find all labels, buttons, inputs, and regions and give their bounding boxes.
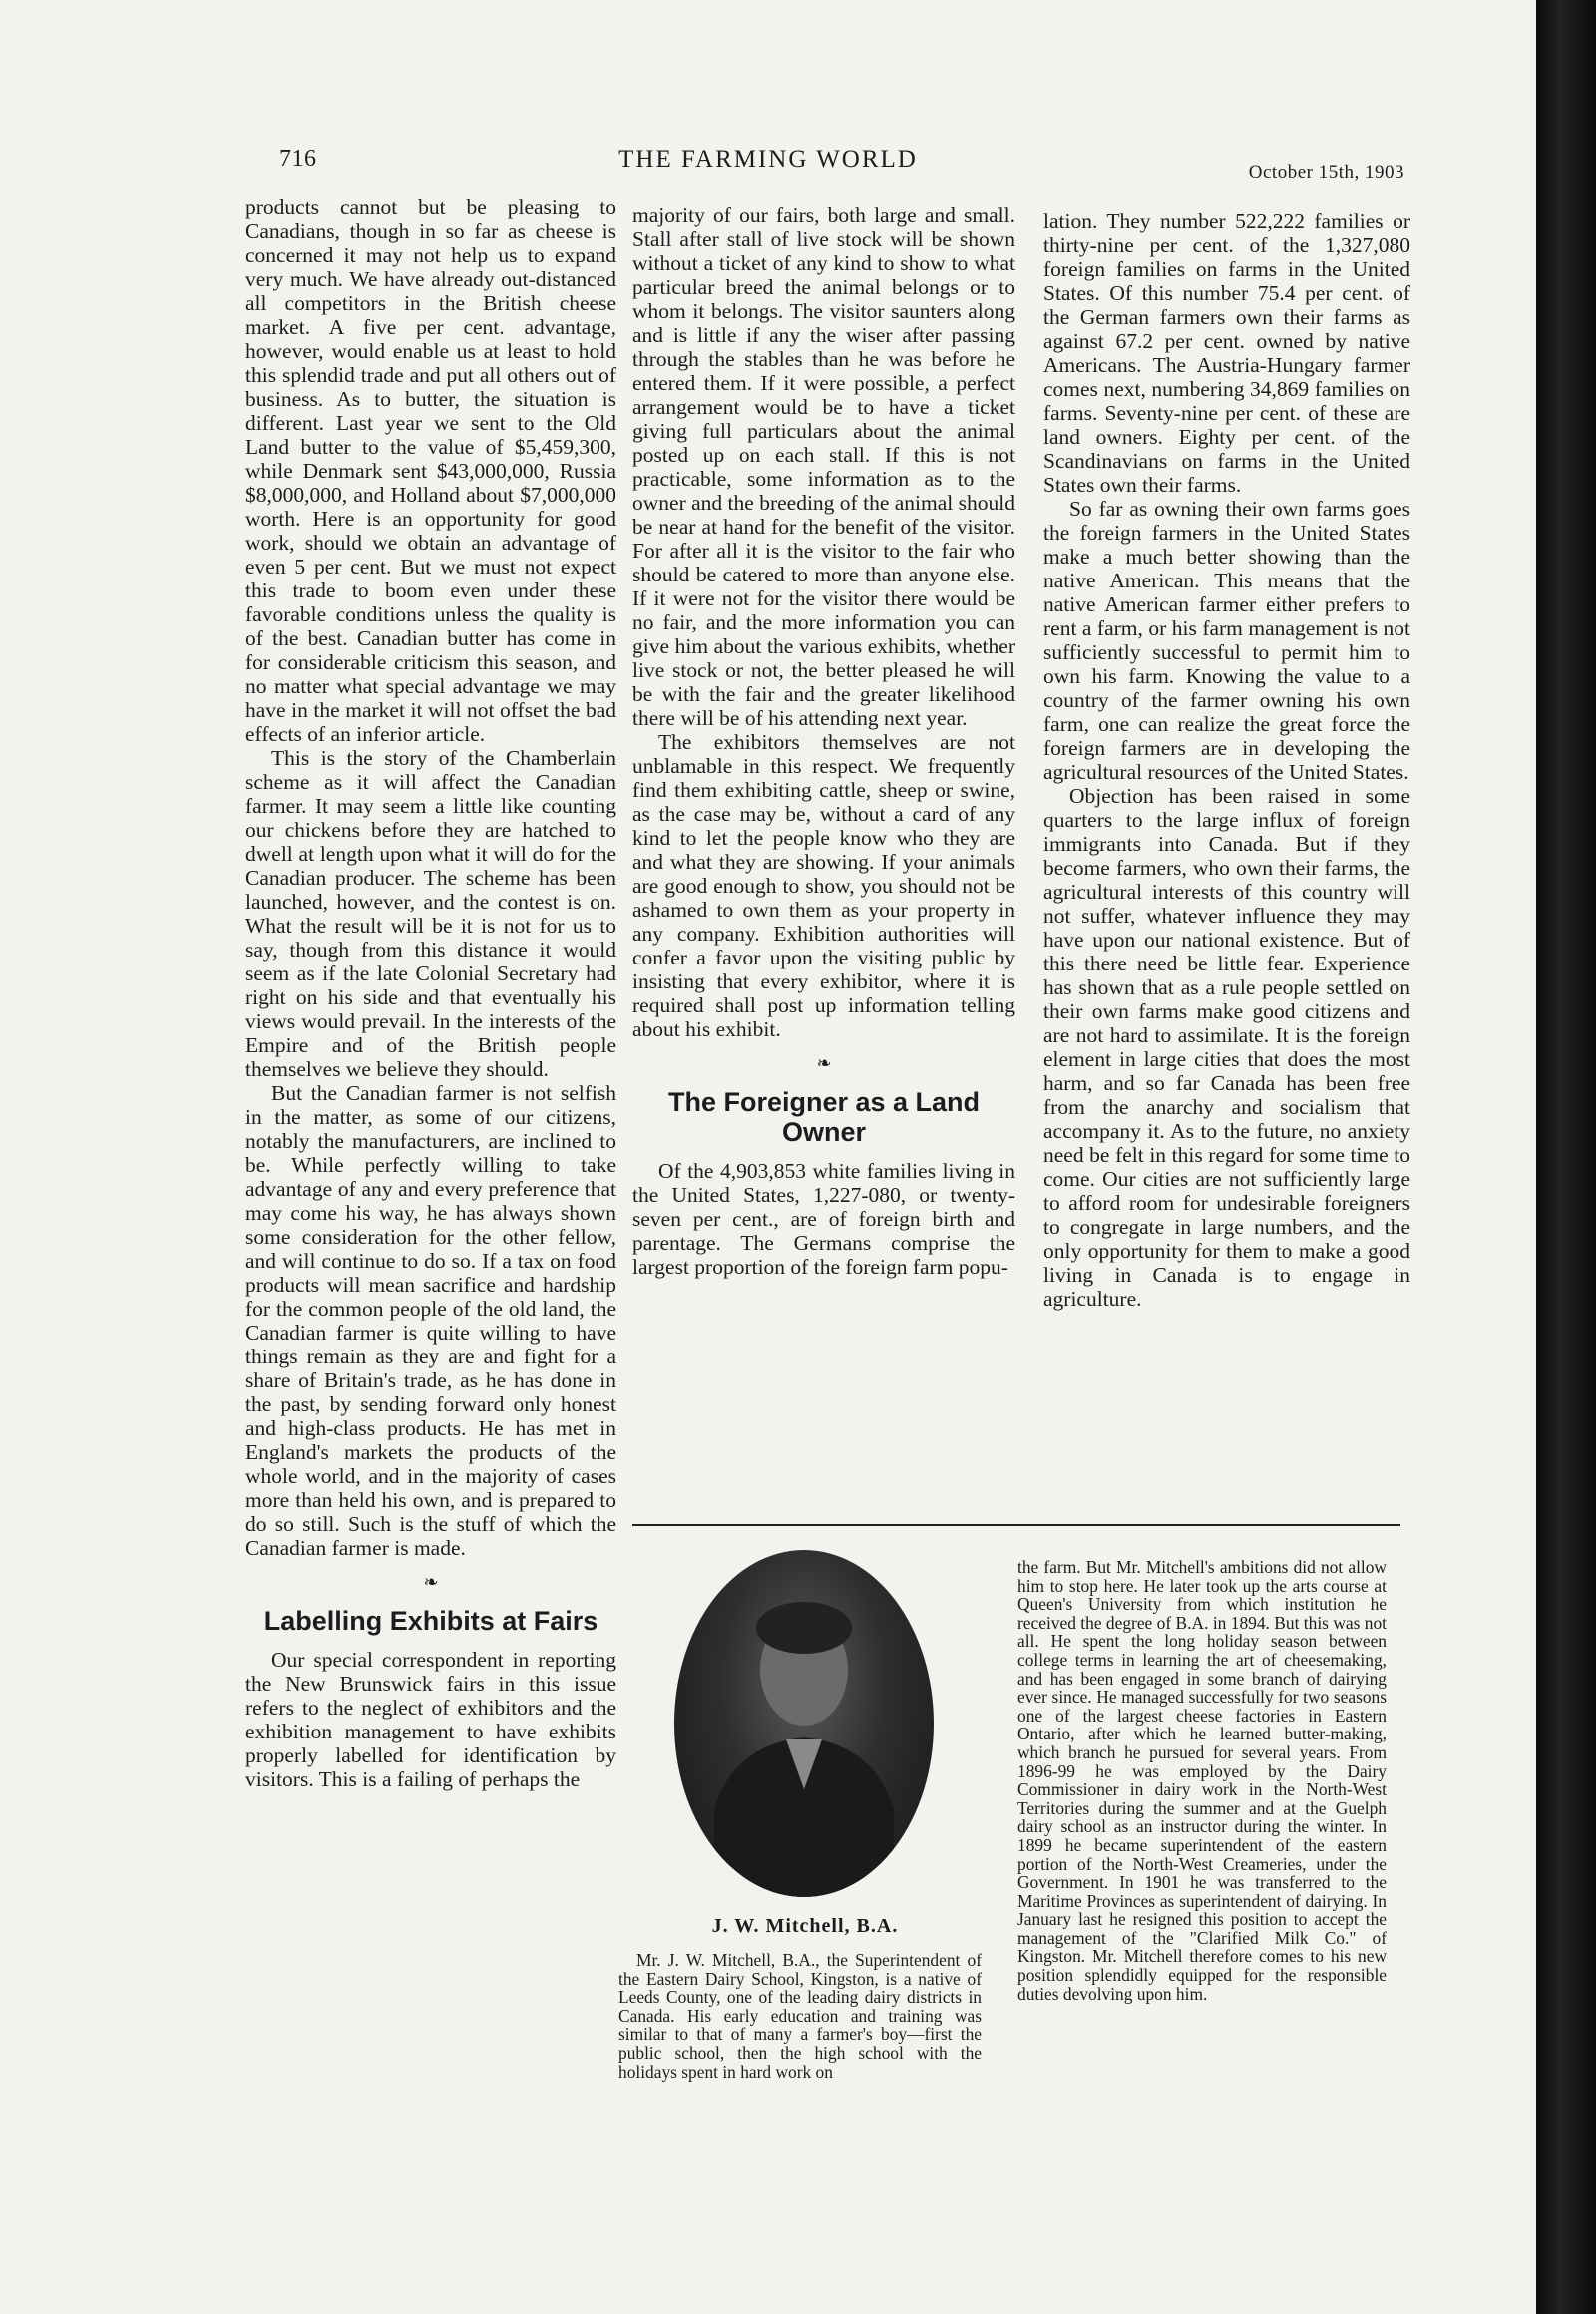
article-paragraph: majority of our fairs, both large and small. Stall after stall of live stock will be shown without a ticket of any kind to show to what particular breed the animal belongs or to whom it belongs. The visitor saunters along and is little if any the wiser after passing through the stables than he was before he entered them. If it were possible, a perfect arrangement would be to have a ticket giving full particulars about the animal posted up on each stall. If this is not practicable, some information as to the owner and the breeding of the animal should be near at hand for the benefit of the visitor. For after all it is the visitor to the fair who should be catered to more than anyone else. If it were not for the visitor there would be no fair, and the more information you can give him about the various exhibits, whether live stock or not, the better pleased he will be with the fair and the greater likelihood there will be of his attending next year. [632, 203, 1015, 730]
section-divider [632, 1524, 1400, 1526]
issue-date: October 15th, 1903 [1248, 162, 1404, 183]
column-2 [632, 203, 1015, 1279]
article-headline: The Foreigner as a Land Owner [667, 1087, 981, 1147]
article-paragraph: Our special correspondent in reporting the New Brunswick fairs in this issue refers to the neglect of exhibitors and the exhibition management to have exhibits properly labelled for identification by visitors. This is a failing of perhaps the [245, 1648, 616, 1791]
publication-title: THE FARMING WORLD [618, 146, 918, 173]
article-paragraph: The exhibitors themselves are not unblamable in this respect. We frequently find them exhibiting cattle, sheep or swine, as the case may be, without a card of any kind to let the people know who they are and what they are showing. If your animals are good enough to show, you should not be ashamed to own them as your property in any company. Exhibition authorities will confer a favor upon the visiting public by insisting that every exhibitor, where it is required shall post up information telling about his exhibit. [632, 730, 1015, 1041]
scan-border [1536, 0, 1596, 2314]
biography-paragraph: Mr. J. W. Mitchell, B.A., the Superintendent of the Eastern Dairy School, Kingston, is a native of Leeds County, one of the leading dairy districts in Canada. His early education and training was similar to that of many a farmer's boy—first the public school, then the high school with the holidays spent in hard work on [618, 1950, 982, 2082]
biography-paragraph: the farm. But Mr. Mitchell's ambitions did not allow him to stop here. He later took up the arts course at Queen's University from which institution he received the degree of B.A. in 1894. But this was not all. He spent the long holiday season between college terms in learning the art of cheesemaking, and has been engaged in some branch of dairying ever since. He managed successfully for two seasons one of the largest cheese factories in Eastern Ontario, after which he learned butter-making, which branch he pursued for several years. From 1896-99 he was employed by the Dairy Commissioner in dairy work in the North-West Territories during the summer and at the Guelph dairy school as an instructor during the winter. In 1899 he became superintendent of the eastern portion of the North-West Creameries, under the Government. In 1901 he was transferred to the Maritime Provinces as superintendent of dairying. In January last he resigned this position to accept the management of the "Clarified Milk Co." of Kingston. Mr. Mitchell therefore comes to his new position splendidly equipped for the responsible duties devolving upon him. [1017, 1557, 1387, 2004]
article-paragraph: Objection has been raised in some quarters to the large influx of foreign immigrants into Canada. But if they become farmers, who own their farms, the agricultural interests of this country will not suffer, whatever influence they may have upon our national existence. But of this there need be little fear. Experience has shown that as a rule people settled on their own farms make good citizens and are not hard to assimilate. It is the foreign element in large cities that does the most harm, and so far Canada has been free from the anarchy and socialism that accompany it. As to the future, no anxiety need be felt in this regard for some time to come. Our cities are not sufficiently large to afford room for undesirable foreigners to congregate in large numbers, and the only opportunity for them to make a good living in Canada is to engage in agriculture. [1043, 784, 1410, 1311]
biography-left [618, 1951, 982, 2081]
article-headline: Labelling Exhibits at Fairs [263, 1606, 598, 1636]
leaf-ornament-icon: ❧ [423, 1572, 439, 1592]
leaf-ornament-icon: ❧ [816, 1053, 832, 1073]
column-3 [1043, 209, 1410, 1311]
page-number: 716 [279, 146, 317, 172]
portrait-figure [674, 1550, 934, 1897]
portrait-photo [674, 1550, 934, 1897]
article-paragraph: Of the 4,903,853 white families living in the United States, 1,227-080, or twenty-seven per cent., are of foreign birth and parentage. The Germans comprise the largest proportion of the foreign farm popu- [632, 1159, 1015, 1279]
article-paragraph: products cannot but be pleasing to Canadians, though in so far as cheese is concerned it may not help us to expand very much. We have already out-distanced all competitors in the British cheese market. A five per cent. advantage, however, would enable us at least to hold this splendid trade and put all others out of business. As to butter, the situation is different. Last year we sent to the Old Land butter to the value of $5,459,300, while Denmark sent $43,000,000, Russia $8,000,000, and Holland about $7,000,000 worth. Here is an opportunity for good work, should we obtain an advantage of even 5 per cent. But we must not expect this trade to boom even under these favorable conditions unless the quality is of the best. Canadian butter has come in for considerable criticism this season, and no matter what special advantage we may have in the market it will not offset the bad effects of an inferior article. [245, 195, 616, 746]
portrait-caption: J. W. Mitchell, B.A. [711, 1915, 899, 1937]
article-paragraph: This is the story of the Chamberlain scheme as it will affect the Canadian farmer. It may seem a little like counting our chickens before they are hatched to dwell at length upon what it will do for the Canadian producer. The scheme has been launched, however, and the contest is on. What the result will be it is not for us to say, though from this distance it would seem as if the late Colonial Secretary had right on his side and that eventually his views would prevail. In the interests of the Empire and of the British people themselves we believe they should. [245, 746, 616, 1081]
article-paragraph: lation. They number 522,222 families or thirty-nine per cent. of the 1,327,080 foreign families on farms in the United States. Of this number 75.4 per cent. of the German farmers own their farms as against 67.2 per cent. owned by native Americans. The Austria-Hungary farmer comes next, numbering 34,869 families on farms. Seventy-nine per cent. of these are land owners. Eighty per cent. of the Scandinavians on farms in the United States own their farms. [1043, 209, 1410, 497]
article-paragraph: So far as owning their own farms goes the foreign farmers in the United States make a much better showing than the native American. This means that the native American farmer either prefers to rent a farm, or his farm management is not sufficiently successful to permit him to own his farm. Knowing the value to a country of the farmer owning his own farm, one can realize the great force the foreign farmers are in developing the agricultural resources of the United States. [1043, 497, 1410, 784]
article-paragraph: But the Canadian farmer is not selfish in the matter, as some of our citizens, notably the manufacturers, are inclined to be. While perfectly willing to take advantage of any and every preference that may come his way, he has always shown some consideration for the other fellow, and will continue to do so. If a tax on food products will mean sacrifice and hardship for the common people of the old land, the Canadian farmer is quite willing to have things remain as they are and fight for a share of Britain's trade, as he has done in the past, by sending forward only honest and high-class products. He has met in England's markets the products of the whole world, and in the majority of cases more than held his own, and is prepared to do so still. Such is the stuff of which the Canadian farmer is made. [245, 1081, 616, 1560]
column-1 [245, 195, 616, 1791]
biography-right [1017, 1558, 1387, 2003]
